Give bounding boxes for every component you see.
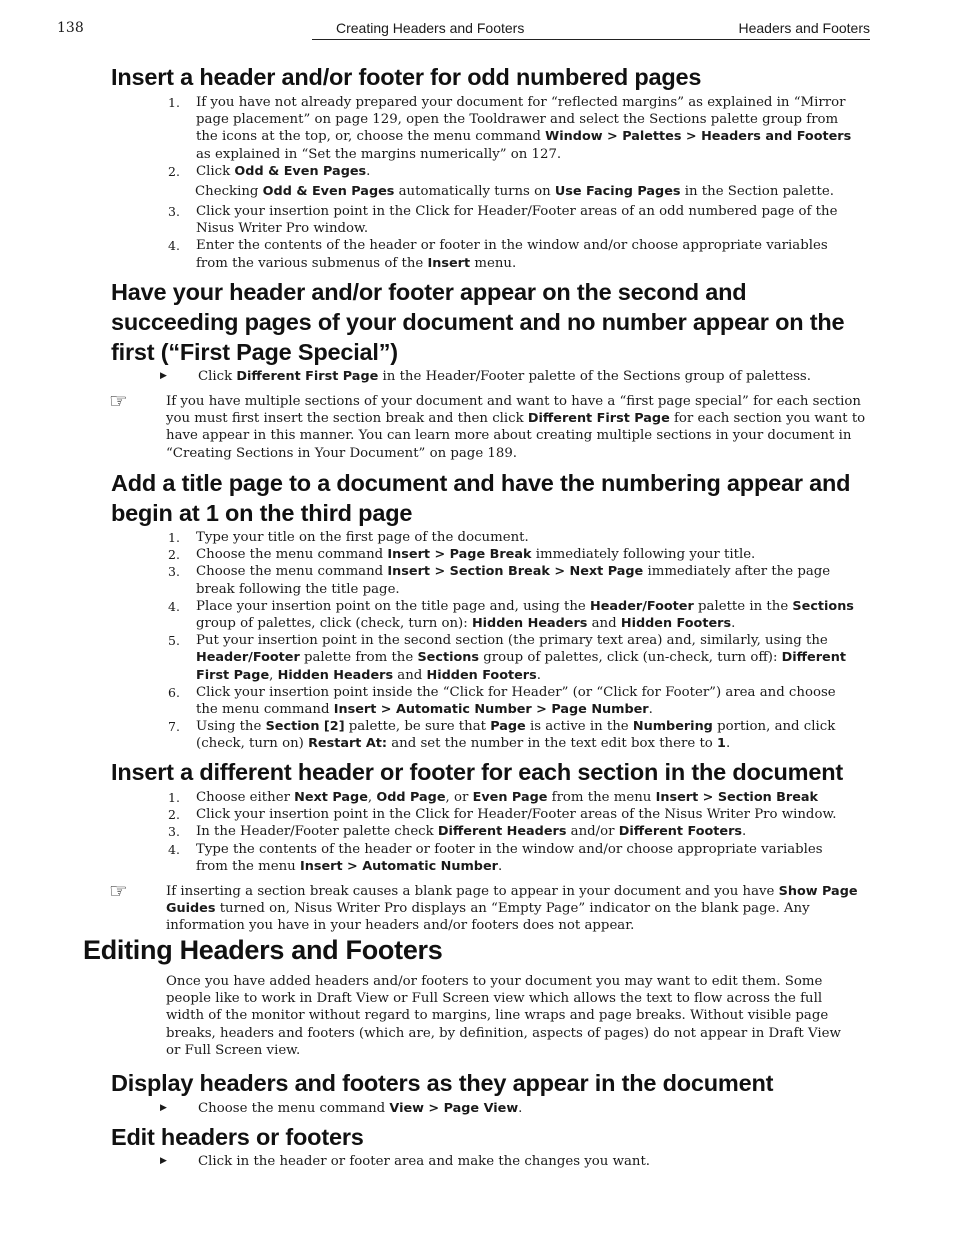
- list-item: 4. Enter the contents of the header or footer in the window and/or choose appropriate variables from the various submenus of the Insert menu.: [168, 238, 828, 271]
- list-item: 2. Click Odd & Even Pages.: [168, 163, 371, 179]
- list-item: 4. Type the contents of the header or footer in the window and/or choose appropriate variables from the menu Insert > Automatic Number.: [168, 841, 823, 874]
- running-header: [0, 20, 954, 42]
- first-special-tip: If you have multiple sections of your document and want to have a “first page special” for each section you must first insert the section break and then click Different First Page for each section you want to have appear in this manner. You can learn more about creating multiple sections in your document in “Creating Sections in Your Document” on page 189.: [166, 394, 866, 461]
- pointing-hand-icon: ☞: [109, 389, 128, 413]
- list-item: 7. Using the Section [2] palette, be sure that Page is active in the Numbering portion, and click (check, turn on) Restart At: and set the number in the text edit box there to 1.: [168, 719, 836, 752]
- list-item: 3. Click your insertion point in the Click for Header/Footer areas of an odd numbered page of the Nisus Writer Pro window.: [168, 204, 838, 237]
- title-page-steps: [166, 529, 856, 753]
- list-item: 4. Place your insertion point on the title page and, using the Header/Footer palette in the Sections group of palettes, click (check, turn on): Hidden Headers and Hidden Footers.: [168, 598, 854, 632]
- heading-edit: Edit headers or footers: [111, 1124, 364, 1150]
- page-number: 138: [57, 20, 84, 36]
- each-section-steps: [166, 789, 856, 875]
- heading-display: Display headers and footers as they appear in the document: [111, 1070, 774, 1096]
- heading-editing: Editing Headers and Footers: [83, 935, 443, 965]
- header-rule: [312, 39, 870, 40]
- heading-first-page-special: Have your header and/or footer appear on the second and succeeding pages of your document and no number appear on the first (“First Page Special”): [111, 279, 845, 365]
- list-item: 1. Type your title on the first page of the document.: [168, 530, 529, 545]
- list-item: 1. If you have not already prepared your document for “reflected margins” as explained in “Mirror page placement” on page 129, open the Tooldrawer and select the Sections palette group from the icons at the top, or, choose the menu command Window > Palettes > Headers and Footers as explained in “Set the margins numerically” on 127.: [168, 95, 852, 162]
- odd-pages-steps: [166, 94, 856, 180]
- list-item: 5. Put your insertion point in the second section (the primary text area) and, similarly, using the Header/Footer palette from the Sections group of palettes, click (un-check, turn off): Different First Page, Hidden Headers and Hidden Footers.: [168, 633, 846, 683]
- each-section-tip: If inserting a section break causes a blank page to appear in your document and you have Show Page Guides turned on, Nisus Writer Pro displays an “Empty Page” indicator on the blank page. Any information you have in your headers and/or footers does not appear.: [166, 884, 858, 934]
- section-title: Headers and Footers: [738, 20, 870, 36]
- odd-pages-note: Checking Odd & Even Pages automatically turns on Use Facing Pages in the Section palette.: [195, 184, 834, 199]
- list-item: 2. Click your insertion point in the Click for Header/Footer areas of the Nisus Writer Pro window.: [168, 807, 837, 823]
- triangle-bullet-icon: ▶: [160, 1156, 167, 1166]
- pointing-hand-icon: ☞: [109, 879, 128, 903]
- heading-title-page: Add a title page to a document and have the numbering appear and begin at 1 on the third page: [111, 470, 851, 526]
- triangle-bullet-icon: ▶: [160, 371, 167, 381]
- list-item: 3. Choose the menu command Insert > Section Break > Next Page immediately after the page break following the title page.: [168, 564, 831, 597]
- list-item: 2. Choose the menu command Insert > Page Break immediately following your title.: [168, 547, 756, 563]
- heading-odd-pages: Insert a header and/or footer for odd numbered pages: [111, 64, 702, 90]
- heading-each-section: Insert a different header or footer for each section in the document: [111, 759, 843, 785]
- list-item: 6. Click your insertion point inside the “Click for Header” (or “Click for Footer”) area and choose the menu command Insert > Automatic Number > Page Number.: [168, 684, 836, 718]
- odd-pages-steps-continued: [166, 203, 856, 272]
- list-item: 1. Choose either Next Page, Odd Page, or Even Page from the menu Insert > Section Break: [168, 790, 819, 805]
- chapter-title: Creating Headers and Footers: [336, 20, 525, 36]
- list-item: 3. In the Header/Footer palette check Different Headers and/or Different Footers.: [168, 824, 747, 840]
- editing-body: Once you have added headers and/or footers to your document you may want to edit them. Some people like to work in Draft View or Full Screen view which allows the text to flow across the full width of the monitor without regard to margins, line wraps and page breaks. Without visible page breaks, headers and footers (which are, by definition, aspects of pages) do not appear in Draft View or Full Screen view.: [166, 974, 841, 1058]
- triangle-bullet-icon: ▶: [160, 1103, 167, 1113]
